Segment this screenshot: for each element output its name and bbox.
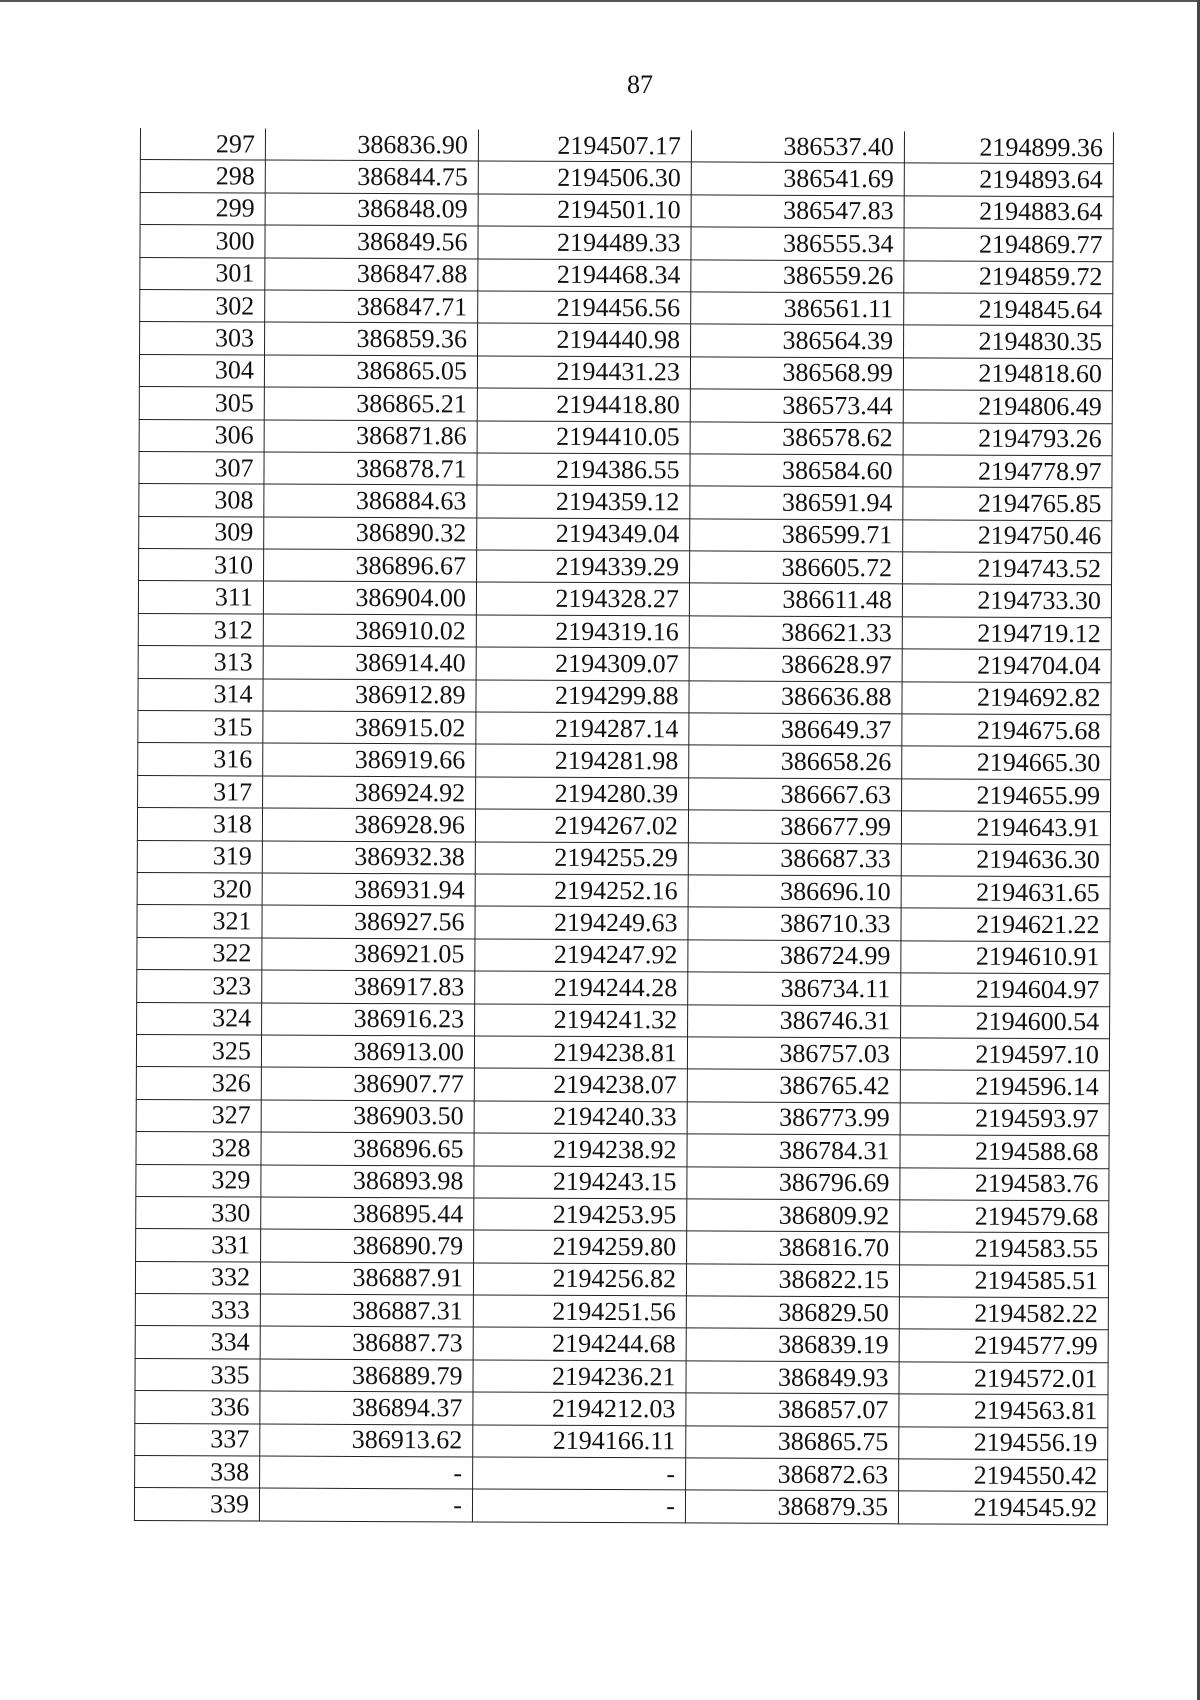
coordinate-x2-cell: 386636.88 xyxy=(689,681,902,714)
coordinate-y1-cell: 2194259.80 xyxy=(474,1230,687,1263)
coordinate-y2-cell: 2194845.64 xyxy=(904,293,1113,326)
table-row xyxy=(136,1099,1109,1136)
table-row xyxy=(140,192,1113,229)
coordinate-y1-cell: 2194251.56 xyxy=(473,1295,686,1328)
coordinate-x2-cell: 386547.83 xyxy=(691,195,904,228)
coordinate-table-body xyxy=(134,128,1113,1525)
table-row xyxy=(135,1391,1108,1428)
coordinate-y1-cell: 2194280.39 xyxy=(476,777,689,810)
coordinate-x1-cell: 386919.66 xyxy=(263,743,476,776)
coordinate-y2-cell: 2194883.64 xyxy=(904,196,1113,229)
row-number-cell: 326 xyxy=(136,1067,261,1100)
coordinate-x1-cell: 386931.94 xyxy=(262,873,475,906)
table-row xyxy=(135,1358,1108,1395)
coordinate-x1-cell: 386910.02 xyxy=(263,614,476,647)
coordinate-y1-cell: 2194468.34 xyxy=(478,259,691,292)
coordinate-x2-cell: 386677.99 xyxy=(688,810,901,843)
table-row xyxy=(140,257,1113,294)
coordinate-y2-cell: 2194778.97 xyxy=(903,455,1112,488)
coordinate-y1-cell: 2194255.29 xyxy=(475,842,688,875)
coordinate-x1-cell: 386932.38 xyxy=(262,841,475,874)
table-row xyxy=(136,1229,1109,1266)
coordinate-y1-cell: 2194489.33 xyxy=(478,226,691,259)
table-row xyxy=(138,743,1111,780)
coordinate-x2-cell: 386872.63 xyxy=(686,1458,899,1491)
row-number-cell: 319 xyxy=(137,840,262,873)
coordinate-y1-cell: 2194249.63 xyxy=(475,906,688,939)
coordinate-x2-cell: 386621.33 xyxy=(689,616,902,649)
coordinate-y2-cell: 2194621.22 xyxy=(901,908,1110,941)
coordinate-y2-cell: 2194579.68 xyxy=(900,1200,1109,1233)
row-number-cell: 298 xyxy=(140,160,265,193)
coordinate-x1-cell: 386913.62 xyxy=(260,1424,473,1457)
coordinate-x2-cell: 386724.99 xyxy=(688,940,901,973)
row-number-cell: 327 xyxy=(136,1099,261,1132)
coordinate-y1-cell: 2194212.03 xyxy=(473,1392,686,1425)
table-row xyxy=(138,678,1111,715)
coordinate-y1-cell: 2194501.10 xyxy=(478,194,691,227)
coordinate-x1-cell: 386865.05 xyxy=(264,355,477,388)
coordinate-x2-cell: 386541.69 xyxy=(691,162,904,195)
row-number-cell: 307 xyxy=(139,451,264,484)
coordinate-y2-cell: 2194692.82 xyxy=(902,681,1111,714)
coordinate-y2-cell: 2194610.91 xyxy=(901,941,1110,974)
table-row xyxy=(136,1196,1109,1233)
coordinate-y1-cell: 2194431.23 xyxy=(477,356,690,389)
coordinate-y2-cell: 2194899.36 xyxy=(904,131,1113,164)
coordinate-y2-cell: 2194733.30 xyxy=(902,584,1111,617)
table-row xyxy=(140,225,1113,262)
coordinate-x2-cell: 386696.10 xyxy=(688,875,901,908)
coordinate-y2-cell: 2194793.26 xyxy=(903,422,1112,455)
coordinate-y2-cell: 2194583.76 xyxy=(900,1167,1109,1200)
row-number-cell: 312 xyxy=(138,613,263,646)
table-row xyxy=(136,1034,1109,1071)
coordinate-y1-cell: 2194238.81 xyxy=(474,1036,687,1069)
row-number-cell: 315 xyxy=(138,711,263,744)
coordinate-y2-cell: 2194550.42 xyxy=(899,1459,1108,1492)
table-row xyxy=(138,646,1111,683)
coordinate-y1-cell: 2194456.56 xyxy=(478,291,691,324)
coordinate-x2-cell: 386734.11 xyxy=(688,972,901,1005)
coordinate-x2-cell: 386591.94 xyxy=(690,486,903,519)
coordinate-x1-cell: 386884.63 xyxy=(264,484,477,517)
coordinate-y2-cell: 2194818.60 xyxy=(903,358,1112,391)
coordinate-x2-cell: 386599.71 xyxy=(690,519,903,552)
coordinate-x1-cell: 386887.73 xyxy=(260,1326,473,1359)
coordinate-x1-cell: 386912.89 xyxy=(263,679,476,712)
coordinate-x1-cell: 386904.00 xyxy=(263,582,476,615)
coordinate-x2-cell: 386710.33 xyxy=(688,907,901,940)
coordinate-x1-cell: 386895.44 xyxy=(261,1197,474,1230)
coordinate-y2-cell: 2194572.01 xyxy=(899,1362,1108,1395)
coordinate-x2-cell: 386809.92 xyxy=(687,1199,900,1232)
coordinate-table xyxy=(134,128,1114,1525)
coordinate-y2-cell: 2194750.46 xyxy=(903,520,1112,553)
row-number-cell: 333 xyxy=(135,1294,260,1327)
coordinate-x2-cell: 386564.39 xyxy=(691,324,904,357)
row-number-cell: 337 xyxy=(135,1423,260,1456)
coordinate-y1-cell: 2194244.28 xyxy=(475,971,688,1004)
row-number-cell: 311 xyxy=(138,581,263,614)
row-number-cell: 338 xyxy=(135,1456,260,1489)
coordinate-y2-cell: 2194830.35 xyxy=(904,325,1113,358)
coordinate-x1-cell: 386907.77 xyxy=(261,1067,474,1100)
table-row xyxy=(136,1164,1109,1201)
row-number-cell: 308 xyxy=(139,484,264,517)
coordinate-y2-cell: 2194719.12 xyxy=(902,617,1111,650)
scan-edge-top xyxy=(0,0,1200,2)
coordinate-y1-cell: 2194506.30 xyxy=(478,161,691,194)
coordinate-y1-cell: 2194281.98 xyxy=(476,744,689,777)
coordinate-x2-cell: 386555.34 xyxy=(691,227,904,260)
row-number-cell: 329 xyxy=(136,1164,261,1197)
table-row xyxy=(138,775,1111,812)
table-row xyxy=(135,1326,1108,1363)
coordinate-y2-cell: 2194636.30 xyxy=(901,843,1110,876)
coordinate-y2-cell: 2194765.85 xyxy=(903,487,1112,520)
coordinate-y2-cell: 2194600.54 xyxy=(901,1005,1110,1038)
coordinate-y2-cell: 2194556.19 xyxy=(899,1426,1108,1459)
coordinate-x2-cell: 386578.62 xyxy=(690,421,903,454)
coordinate-x1-cell: 386836.90 xyxy=(265,129,478,162)
coordinate-x1-cell: 386917.83 xyxy=(262,970,475,1003)
coordinate-y1-cell: 2194328.27 xyxy=(476,582,689,615)
coordinate-x1-cell: 386894.37 xyxy=(260,1391,473,1424)
row-number-cell: 306 xyxy=(139,419,264,452)
coordinate-y2-cell: 2194604.97 xyxy=(901,973,1110,1006)
coordinate-x1-cell: 386913.00 xyxy=(261,1035,474,1068)
table-row xyxy=(136,1132,1109,1169)
table-row xyxy=(135,1423,1108,1460)
table-row xyxy=(139,387,1112,424)
coordinate-y1-cell: 2194386.55 xyxy=(477,453,690,486)
coordinate-x1-cell: 386916.23 xyxy=(262,1003,475,1036)
coordinate-y2-cell: 2194675.68 xyxy=(902,714,1111,747)
table-row xyxy=(140,160,1113,197)
table-row xyxy=(139,549,1112,586)
coordinate-x1-cell: 386865.21 xyxy=(264,387,477,420)
coordinate-x2-cell: 386829.50 xyxy=(686,1296,899,1329)
coordinate-x2-cell: 386605.72 xyxy=(690,551,903,584)
coordinate-x1-cell: 386893.98 xyxy=(261,1165,474,1198)
coordinate-x1-cell: 386915.02 xyxy=(263,711,476,744)
table-row xyxy=(140,128,1113,164)
coordinate-y1-cell: 2194238.07 xyxy=(474,1068,687,1101)
row-number-cell: 303 xyxy=(140,322,265,355)
coordinate-x2-cell: 386658.26 xyxy=(689,745,902,778)
coordinate-x1-cell: 386871.86 xyxy=(264,420,477,453)
row-number-cell: 322 xyxy=(137,937,262,970)
table-row xyxy=(139,419,1112,456)
table-row xyxy=(137,970,1110,1007)
row-number-cell: 339 xyxy=(134,1488,259,1521)
coordinate-x1-cell: 386849.56 xyxy=(265,225,478,258)
coordinate-x1-cell: 386914.40 xyxy=(263,646,476,679)
coordinate-x1-cell: 386903.50 xyxy=(261,1100,474,1133)
row-number-cell: 299 xyxy=(140,192,265,225)
coordinate-x1-cell: 386847.88 xyxy=(265,258,478,291)
table-row xyxy=(139,516,1112,553)
coordinate-x2-cell: 386628.97 xyxy=(689,648,902,681)
coordinate-x1-cell: 386896.65 xyxy=(261,1132,474,1165)
coordinate-y1-cell: 2194440.98 xyxy=(478,323,691,356)
coordinate-y1-cell: 2194238.92 xyxy=(474,1133,687,1166)
coordinate-x1-cell: 386878.71 xyxy=(264,452,477,485)
row-number-cell: 321 xyxy=(137,905,262,938)
page-number: 87 xyxy=(627,70,653,99)
coordinate-y2-cell: 2194643.91 xyxy=(901,811,1110,844)
coordinate-y2-cell: 2194563.81 xyxy=(899,1394,1108,1427)
coordinate-y1-cell: 2194236.21 xyxy=(473,1360,686,1393)
coordinate-x1-cell: 386887.31 xyxy=(260,1294,473,1327)
row-number-cell: 318 xyxy=(137,808,262,841)
table-row xyxy=(139,354,1112,391)
row-number-cell: 320 xyxy=(137,872,262,905)
table-row xyxy=(137,872,1110,909)
coordinate-x2-cell: 386687.33 xyxy=(688,842,901,875)
row-number-cell: 304 xyxy=(139,354,264,387)
coordinate-y2-cell: 2194893.64 xyxy=(904,163,1113,196)
coordinate-y1-cell: 2194241.32 xyxy=(475,1004,688,1037)
coordinate-y2-cell: 2194577.99 xyxy=(899,1329,1108,1362)
coordinate-y1-cell: 2194252.16 xyxy=(475,874,688,907)
row-number-cell: 310 xyxy=(139,549,264,582)
coordinate-y2-cell: 2194597.10 xyxy=(900,1038,1109,1071)
coordinate-y1-cell: 2194418.80 xyxy=(477,388,690,421)
table-row xyxy=(136,1067,1109,1104)
coordinate-y1-cell: 2194166.11 xyxy=(473,1425,686,1458)
table-row xyxy=(135,1294,1108,1331)
coordinate-y1-cell: 2194349.04 xyxy=(477,518,690,551)
row-number-cell: 336 xyxy=(135,1391,260,1424)
row-number-cell: 335 xyxy=(135,1358,260,1391)
coordinate-y1-cell: 2194253.95 xyxy=(474,1198,687,1231)
coordinate-x1-cell: 386890.79 xyxy=(261,1229,474,1262)
coordinate-y1-cell: 2194243.15 xyxy=(474,1165,687,1198)
coordinate-y2-cell: 2194869.77 xyxy=(904,228,1113,261)
row-number-cell: 324 xyxy=(137,1002,262,1035)
table-row xyxy=(134,1488,1107,1525)
coordinate-x1-cell: 386921.05 xyxy=(262,938,475,971)
coordinate-y1-cell: 2194256.82 xyxy=(473,1263,686,1296)
row-number-cell: 317 xyxy=(138,775,263,808)
coordinate-x2-cell: 386559.26 xyxy=(691,259,904,292)
table-row xyxy=(139,451,1112,488)
row-number-cell: 313 xyxy=(138,646,263,679)
table-row xyxy=(137,937,1110,974)
row-number-cell: 301 xyxy=(140,257,265,290)
row-number-cell: 323 xyxy=(137,970,262,1003)
coordinate-y2-cell: 2194585.51 xyxy=(899,1264,1108,1297)
coordinate-y1-cell: 2194240.33 xyxy=(474,1101,687,1134)
coordinate-x1-cell: 386889.79 xyxy=(260,1359,473,1392)
coordinate-y2-cell: 2194665.30 xyxy=(902,746,1111,779)
coordinate-y1-cell: 2194359.12 xyxy=(477,485,690,518)
table-row xyxy=(135,1261,1108,1298)
coordinate-y1-cell: - xyxy=(472,1489,685,1522)
table-row xyxy=(137,905,1110,942)
row-number-cell: 309 xyxy=(139,516,264,549)
row-number-cell: 325 xyxy=(136,1034,261,1067)
coordinate-y1-cell: 2194267.02 xyxy=(475,809,688,842)
table-row xyxy=(140,322,1113,359)
coordinate-y2-cell: 2194582.22 xyxy=(899,1297,1108,1330)
table-row xyxy=(138,581,1111,618)
coordinate-y1-cell: 2194247.92 xyxy=(475,939,688,972)
coordinate-x2-cell: 386649.37 xyxy=(689,713,902,746)
table-row xyxy=(135,1456,1108,1493)
table-row xyxy=(140,289,1113,326)
row-number-cell: 334 xyxy=(135,1326,260,1359)
table-row xyxy=(138,711,1111,748)
coordinate-y2-cell: 2194631.65 xyxy=(901,876,1110,909)
coordinate-x2-cell: 386816.70 xyxy=(687,1231,900,1264)
coordinate-y2-cell: 2194859.72 xyxy=(904,260,1113,293)
coordinate-x2-cell: 386584.60 xyxy=(690,454,903,487)
coordinate-x2-cell: 386757.03 xyxy=(687,1037,900,1070)
coordinate-x2-cell: 386849.93 xyxy=(686,1361,899,1394)
table-row xyxy=(137,840,1110,877)
coordinate-y2-cell: 2194545.92 xyxy=(898,1491,1107,1524)
coordinate-y1-cell: 2194287.14 xyxy=(476,712,689,745)
row-number-cell: 300 xyxy=(140,225,265,258)
coordinate-x1-cell: 386896.67 xyxy=(264,549,477,582)
coordinate-y1-cell: 2194507.17 xyxy=(478,129,691,162)
coordinate-x1-cell: 386890.32 xyxy=(264,517,477,550)
coordinate-x2-cell: 386865.75 xyxy=(686,1426,899,1459)
coordinate-x2-cell: 386568.99 xyxy=(690,357,903,390)
coordinate-x2-cell: 386796.69 xyxy=(687,1166,900,1199)
coordinate-x2-cell: 386573.44 xyxy=(690,389,903,422)
coordinate-x1-cell: 386859.36 xyxy=(265,322,478,355)
coordinate-x1-cell: 386847.71 xyxy=(265,290,478,323)
row-number-cell: 328 xyxy=(136,1132,261,1165)
row-number-cell: 297 xyxy=(140,128,265,160)
coordinate-x1-cell: - xyxy=(260,1456,473,1489)
coordinate-x2-cell: 386746.31 xyxy=(688,1004,901,1037)
table-row xyxy=(137,1002,1110,1039)
row-number-cell: 330 xyxy=(136,1196,261,1229)
coordinate-y1-cell: 2194309.07 xyxy=(476,647,689,680)
coordinate-x2-cell: 386765.42 xyxy=(687,1069,900,1102)
coordinate-y1-cell: 2194339.29 xyxy=(477,550,690,583)
row-number-cell: 332 xyxy=(135,1261,260,1294)
coordinate-x2-cell: 386784.31 xyxy=(687,1134,900,1167)
table-row xyxy=(139,484,1112,521)
coordinate-x2-cell: 386857.07 xyxy=(686,1393,899,1426)
coordinate-y2-cell: 2194596.14 xyxy=(900,1070,1109,1103)
coordinate-x1-cell: 386844.75 xyxy=(265,160,478,193)
coordinate-x2-cell: 386537.40 xyxy=(691,130,904,163)
coordinate-x1-cell: 386924.92 xyxy=(263,776,476,809)
coordinate-x1-cell: 386927.56 xyxy=(262,905,475,938)
row-number-cell: 316 xyxy=(138,743,263,776)
row-number-cell: 314 xyxy=(138,678,263,711)
coordinate-y2-cell: 2194583.55 xyxy=(900,1232,1109,1265)
coordinate-x1-cell: 386848.09 xyxy=(265,193,478,226)
coordinate-y1-cell: 2194319.16 xyxy=(476,615,689,648)
coordinate-y2-cell: 2194593.97 xyxy=(900,1103,1109,1136)
coordinate-x2-cell: 386667.63 xyxy=(689,778,902,811)
row-number-cell: 305 xyxy=(139,387,264,420)
coordinate-x2-cell: 386839.19 xyxy=(686,1328,899,1361)
table-row xyxy=(137,808,1110,845)
coordinate-y1-cell: 2194410.05 xyxy=(477,420,690,453)
coordinate-y2-cell: 2194704.04 xyxy=(902,649,1111,682)
coordinate-x2-cell: 386561.11 xyxy=(691,292,904,325)
coordinate-x1-cell: - xyxy=(259,1488,472,1521)
coordinate-y1-cell: - xyxy=(473,1457,686,1490)
coordinate-x2-cell: 386879.35 xyxy=(685,1490,898,1523)
coordinate-x2-cell: 386822.15 xyxy=(686,1264,899,1297)
coordinate-y2-cell: 2194588.68 xyxy=(900,1135,1109,1168)
coordinate-x1-cell: 386887.91 xyxy=(260,1262,473,1295)
coordinate-y1-cell: 2194299.88 xyxy=(476,680,689,713)
coordinate-y2-cell: 2194743.52 xyxy=(903,552,1112,585)
coordinate-y2-cell: 2194806.49 xyxy=(903,390,1112,423)
row-number-cell: 302 xyxy=(140,289,265,322)
coordinate-y1-cell: 2194244.68 xyxy=(473,1327,686,1360)
coordinate-x2-cell: 386611.48 xyxy=(689,583,902,616)
table-row xyxy=(138,613,1111,650)
coordinate-x2-cell: 386773.99 xyxy=(687,1102,900,1135)
row-number-cell: 331 xyxy=(136,1229,261,1262)
coordinate-x1-cell: 386928.96 xyxy=(262,808,475,841)
coordinate-y2-cell: 2194655.99 xyxy=(902,779,1111,812)
